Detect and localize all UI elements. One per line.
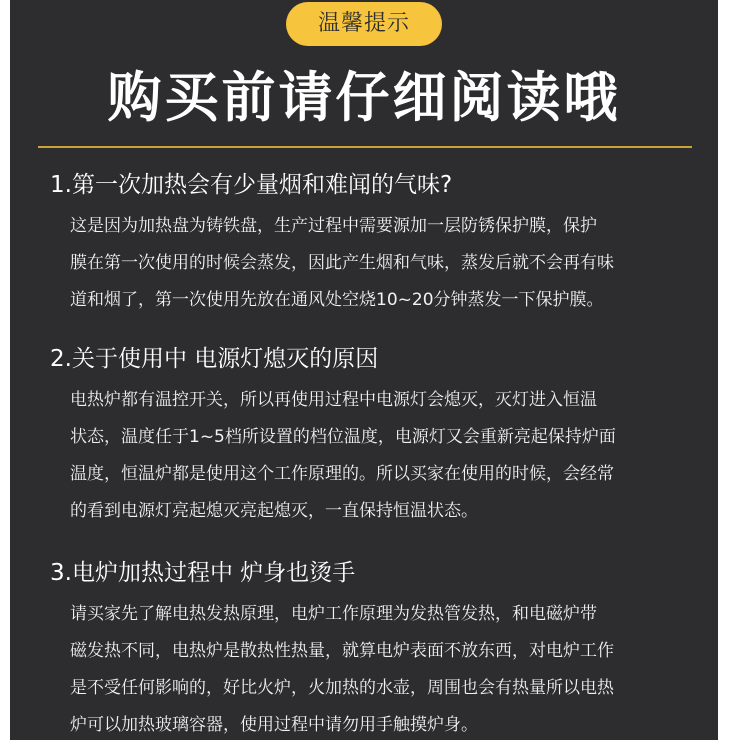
body-line: 状态，温度任于1~5档所设置的档位温度，电源灯又会重新亮起保持炉面 [70,427,616,447]
section-body [50,382,700,530]
section-first-heating [50,170,700,319]
body-line: 炉可以加热玻璃容器，使用过程中请勿用手触摸炉身。 [70,715,478,735]
section-body [50,208,700,319]
body-line: 温度，恒温炉都是使用这个工作原理的。所以买家在使用的时候，会经常 [70,464,614,484]
body-line: 膜在第一次使用的时候会蒸发，因此产生烟和气味，蒸发后就不会再有味 [70,253,614,273]
section-title: 1.第一次加热会有少量烟和难闻的气味? [50,172,453,198]
notice-panel [10,0,718,740]
body-line: 磁发热不同，电热炉是散热性热量，就算电炉表面不放东西，对电炉工作 [70,641,614,661]
body-line: 请买家先了解电热发热原理，电炉工作原理为发热管发热，和电磁炉带 [70,604,597,624]
body-line: 是不受任何影响的，好比火炉，火加热的水壶，周围也会有热量所以电热 [70,678,614,698]
section-body [50,596,700,744]
section-title: 2.关于使用中 电源灯熄灭的原因 [50,346,379,372]
section-hot-body [50,558,700,744]
page-title: 购买前请仔细阅读哦 [107,66,621,129]
body-line: 电热炉都有温控开关，所以再使用过程中电源灯会熄灭，灭灯进入恒温 [70,390,597,410]
body-line: 道和烟了，第一次使用先放在通风处空烧10~20分钟蒸发一下保护膜。 [70,290,604,310]
section-title: 3.电炉加热过程中 炉身也烫手 [50,560,356,586]
divider [38,146,692,148]
section-power-light [50,344,700,530]
body-line: 这是因为加热盘为铸铁盘，生产过程中需要源加一层防锈保护膜，保护 [70,216,597,236]
body-line: 的看到电源灯亮起熄灭亮起熄灭，一直保持恒温状态。 [70,501,478,521]
warm-tip-badge: 温馨提示 [286,2,442,46]
